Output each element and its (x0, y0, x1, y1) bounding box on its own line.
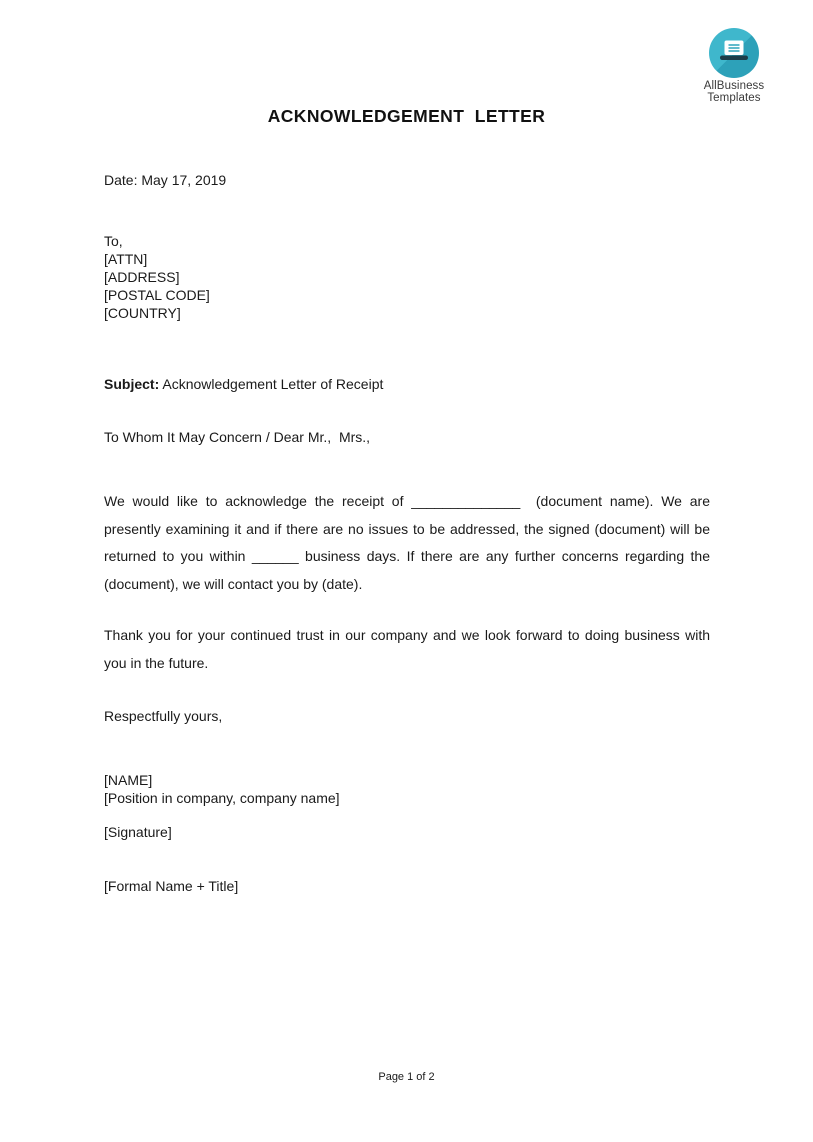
brand-logo (700, 28, 768, 104)
recipient-block (104, 232, 710, 322)
letter-title: ACKNOWLEDGEMENT LETTER (267, 106, 546, 126)
signature-block (104, 771, 710, 807)
salutation: To Whom It May Concern / Dear Mr., Mrs., (104, 429, 371, 445)
recipient-line-country: [COUNTRY] (104, 305, 181, 321)
formal-name-placeholder: [Formal Name + Title] (104, 878, 239, 894)
page-number-indicator: Page 1 of 2 (378, 1071, 435, 1083)
subject-line (104, 376, 710, 392)
recipient-line-to: To, (104, 233, 123, 249)
recipient-line-postal-code: [POSTAL CODE] (104, 287, 210, 303)
recipient-line-attn: [ATTN] (104, 251, 148, 267)
signature-name-placeholder: [NAME] (104, 772, 153, 788)
signature-position-placeholder: [Position in company, company name] (104, 790, 340, 806)
brand-name-line2: Templates (707, 92, 761, 104)
body-paragraph-1: We would like to acknowledge the receipt of ______________ (document name). We are presently examining it and if there are no issues to be addressed, the signed (document) will be returned to you within ______ business days. If there are any further concerns regarding the (document), we will contact you by (date). (104, 493, 714, 592)
signature-placeholder: [Signature] (104, 824, 172, 840)
recipient-line-address: [ADDRESS] (104, 269, 180, 285)
brand-name-line1: AllBusiness (703, 80, 765, 92)
body-paragraph-2: Thank you for your continued trust in our company and we look forward to doing business with you in the future. (104, 627, 714, 671)
date-line: Date: May 17, 2019 (104, 172, 227, 188)
closing-line: Respectfully yours, (104, 708, 223, 724)
subject-label: Subject: (104, 376, 160, 392)
laptop-icon (709, 28, 759, 78)
subject-text: Acknowledgement Letter of Receipt (159, 376, 384, 392)
